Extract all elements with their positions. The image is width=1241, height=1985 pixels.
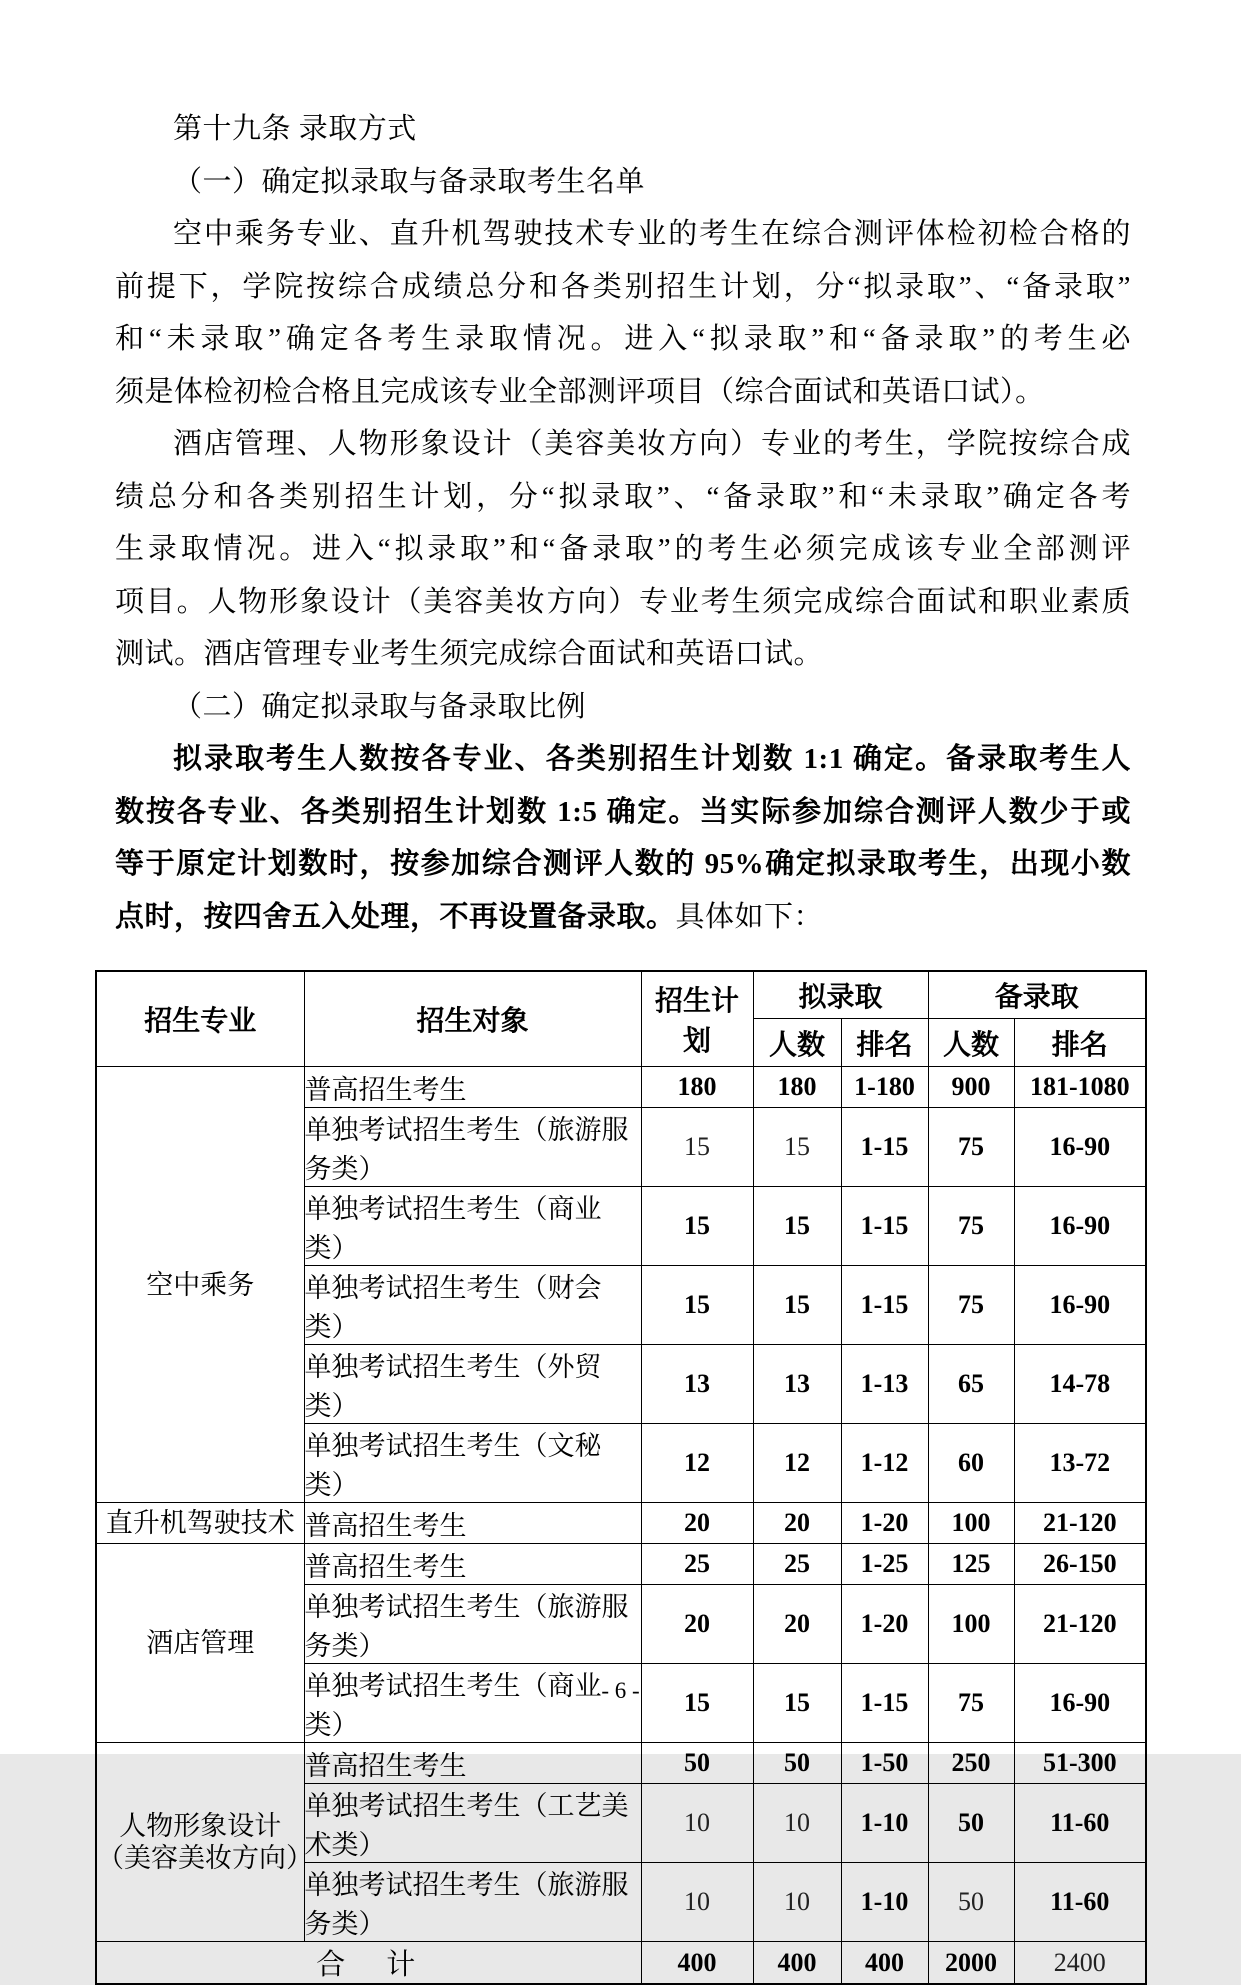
text-line: 空中乘务专业、直升机驾驶技术专业的考生在综合测评体检初检合格的 <box>173 218 1131 250</box>
value-cell: 50 <box>928 1784 1014 1863</box>
value-cell: 50 <box>928 1863 1014 1942</box>
value-cell: 20 <box>641 1585 753 1664</box>
header-target: 招生对象 <box>304 971 641 1067</box>
value-cell: 15 <box>753 1664 841 1743</box>
value-cell: 900 <box>928 1067 1014 1108</box>
value-cell: 15 <box>641 1108 753 1187</box>
table-row <box>96 1743 1146 1784</box>
text-line: 数按各专业、各类别招生计划数 1:5 确定。当实际参加综合测评人数少于或 <box>115 795 1131 828</box>
text-line: 第十九条 录取方式 <box>173 113 417 145</box>
table-row <box>96 1067 1146 1108</box>
text-line <box>115 891 1131 944</box>
major-cell <box>96 1067 304 1503</box>
value-cell: 250 <box>928 1743 1014 1784</box>
text-line: （一）确定拟录取与备录取考生名单 <box>173 165 646 198</box>
text-line: 等于原定计划数时，按参加综合测评人数的 95%确定拟录取考生，出现小数 <box>115 848 1131 880</box>
page-number: - 6 - <box>601 1678 640 1703</box>
value-cell: 75 <box>928 1108 1014 1187</box>
value-cell: 21-120 <box>1014 1503 1146 1544</box>
value-cell: 12 <box>641 1424 753 1503</box>
value-cell: 26-150 <box>1014 1544 1146 1585</box>
value-cell: 13 <box>753 1345 841 1424</box>
body-text <box>115 103 1131 943</box>
text-line: 测试。酒店管理专业考生须完成综合面试和英语口试。 <box>115 638 824 670</box>
total-value-cell: 2400 <box>1014 1942 1146 1985</box>
value-cell: 1-15 <box>841 1108 928 1187</box>
table-header <box>96 971 1146 1067</box>
text-line: 和“未录取”确定各考生录取情况。进入“拟录取”和“备录取”的考生必 <box>115 323 1131 355</box>
target-cell: 单独考试招生考生（财会类） <box>304 1266 641 1345</box>
value-cell: 25 <box>753 1544 841 1585</box>
value-cell: 180 <box>641 1067 753 1108</box>
target-cell: 单独考试招生考生（旅游服务类） <box>304 1108 641 1187</box>
value-cell: 20 <box>641 1503 753 1544</box>
text-line: 须是体检初检合格且完成该专业全部测评项目（综合面试和英语口试）。 <box>115 375 1045 408</box>
total-row <box>96 1942 1146 1985</box>
value-cell: 10 <box>641 1784 753 1863</box>
text-line: （二）确定拟录取与备录取比例 <box>173 690 587 723</box>
paragraph-5 <box>115 681 1131 734</box>
target-cell: 普高招生考生 <box>304 1743 641 1784</box>
value-cell: 125 <box>928 1544 1014 1585</box>
paragraph-4 <box>115 418 1131 681</box>
target-cell: 单独考试招生考生（旅游服务类） <box>304 1585 641 1664</box>
value-cell: 16-90 <box>1014 1266 1146 1345</box>
paragraph-1 <box>115 103 1131 156</box>
value-cell: 1-20 <box>841 1503 928 1544</box>
value-cell: 1-10 <box>841 1784 928 1863</box>
total-label-cell: 合 计 <box>96 1942 641 1985</box>
value-cell: 16-90 <box>1014 1187 1146 1266</box>
admission-plan-table <box>95 970 1147 1985</box>
value-cell: 75 <box>928 1187 1014 1266</box>
paragraph-6 <box>115 733 1131 943</box>
value-cell: 16-90 <box>1014 1664 1146 1743</box>
value-cell: 14-78 <box>1014 1345 1146 1424</box>
header-plan: 招生计划 <box>641 971 753 1067</box>
value-cell: 15 <box>641 1664 753 1743</box>
total-value-cell: 400 <box>641 1942 753 1985</box>
value-cell: 15 <box>753 1266 841 1345</box>
value-cell: 16-90 <box>1014 1108 1146 1187</box>
value-cell: 1-50 <box>841 1743 928 1784</box>
value-cell: 21-120 <box>1014 1585 1146 1664</box>
text-line: 前提下，学院按综合成绩总分和各类别招生计划，分“拟录取”、“备录取” <box>115 270 1131 303</box>
value-cell: 10 <box>753 1784 841 1863</box>
header-proposed-group: 拟录取 <box>753 971 928 1019</box>
major-line: 空中乘务 <box>146 1269 255 1300</box>
value-cell: 1-13 <box>841 1345 928 1424</box>
value-cell: 15 <box>641 1266 753 1345</box>
value-cell: 50 <box>641 1743 753 1784</box>
total-value-cell: 2000 <box>928 1942 1014 1985</box>
value-cell: 100 <box>928 1503 1014 1544</box>
value-cell: 10 <box>753 1863 841 1942</box>
text-line: 拟录取考生人数按各专业、各类别招生计划数 1:1 确定。备录取考生人 <box>173 743 1131 775</box>
value-cell: 25 <box>641 1544 753 1585</box>
text-line: 酒店管理、人物形象设计（美容美妆方向）专业的考生，学院按综合成 <box>173 428 1131 460</box>
table-body <box>96 1067 1146 1985</box>
value-cell: 13-72 <box>1014 1424 1146 1503</box>
value-cell: 100 <box>928 1585 1014 1664</box>
header-major: 招生专业 <box>96 971 304 1067</box>
value-cell: 1-180 <box>841 1067 928 1108</box>
value-cell: 1-15 <box>841 1664 928 1743</box>
value-cell: 13 <box>641 1345 753 1424</box>
value-cell: 50 <box>753 1743 841 1784</box>
target-cell: 单独考试招生考生（商业类） <box>304 1187 641 1266</box>
value-cell: 51-300 <box>1014 1743 1146 1784</box>
value-cell: 181-1080 <box>1014 1067 1146 1108</box>
value-cell: 20 <box>753 1503 841 1544</box>
value-cell: 20 <box>753 1585 841 1664</box>
value-cell: 75 <box>928 1664 1014 1743</box>
target-cell: 单独考试招生考生（工艺美术类） <box>304 1784 641 1863</box>
total-value-cell: 400 <box>753 1942 841 1985</box>
header-backup-group: 备录取 <box>928 971 1146 1019</box>
value-cell: 75 <box>928 1266 1014 1345</box>
text-run-bold: 点时，按四舍五入处理，不再设置备录取。 <box>115 900 676 933</box>
value-cell: 15 <box>753 1108 841 1187</box>
text-line: 生录取情况。进入“拟录取”和“备录取”的考生必须完成该专业全部测评 <box>115 533 1131 565</box>
major-cell <box>96 1503 304 1544</box>
value-cell: 15 <box>641 1187 753 1266</box>
total-value-cell: 400 <box>841 1942 928 1985</box>
major-cell <box>96 1544 304 1743</box>
major-line: 人物形象设计 <box>119 1811 282 1841</box>
header-proposed-rank: 排名 <box>841 1019 928 1067</box>
target-cell: 普高招生考生 <box>304 1503 641 1544</box>
value-cell: 180 <box>753 1067 841 1108</box>
target-cell: 普高招生考生 <box>304 1067 641 1108</box>
value-cell: 1-25 <box>841 1544 928 1585</box>
target-cell: 普高招生考生 <box>304 1544 641 1585</box>
value-cell: 60 <box>928 1424 1014 1503</box>
header-backup-count: 人数 <box>928 1019 1014 1067</box>
value-cell: 1-12 <box>841 1424 928 1503</box>
value-cell: 12 <box>753 1424 841 1503</box>
text-line: 项目。人物形象设计（美容美妆方向）专业考生须完成综合面试和职业素质 <box>115 585 1131 618</box>
target-cell: 单独考试招生考生（文秘类） <box>304 1424 641 1503</box>
value-cell: 1-15 <box>841 1266 928 1345</box>
major-line: 酒店管理 <box>146 1628 255 1658</box>
target-cell: 单独考试招生考生（商业类） <box>304 1664 641 1743</box>
table-row <box>96 1503 1146 1544</box>
text-line: 绩总分和各类别招生计划，分“拟录取”、“备录取”和“未录取”确定各考 <box>115 480 1131 513</box>
value-cell: 1-15 <box>841 1187 928 1266</box>
target-cell: 单独考试招生考生（旅游服务类） <box>304 1863 641 1942</box>
text-run-regular: 具体如下： <box>675 900 824 933</box>
table-row <box>96 1544 1146 1585</box>
major-line: 直升机驾驶技术 <box>105 1508 295 1538</box>
paragraph-3 <box>115 208 1131 418</box>
value-cell: 11-60 <box>1014 1784 1146 1863</box>
value-cell: 15 <box>753 1187 841 1266</box>
header-backup-rank: 排名 <box>1014 1019 1146 1067</box>
value-cell: 11-60 <box>1014 1863 1146 1942</box>
header-proposed-count: 人数 <box>753 1019 841 1067</box>
value-cell: 1-20 <box>841 1585 928 1664</box>
value-cell: 65 <box>928 1345 1014 1424</box>
major-cell <box>96 1743 313 1942</box>
paragraph-2 <box>115 156 1131 209</box>
major-line: （美容美妆方向） <box>97 1843 313 1873</box>
target-cell: 单独考试招生考生（外贸类） <box>304 1345 641 1424</box>
value-cell: 1-10 <box>841 1863 928 1942</box>
value-cell: 10 <box>641 1863 753 1942</box>
